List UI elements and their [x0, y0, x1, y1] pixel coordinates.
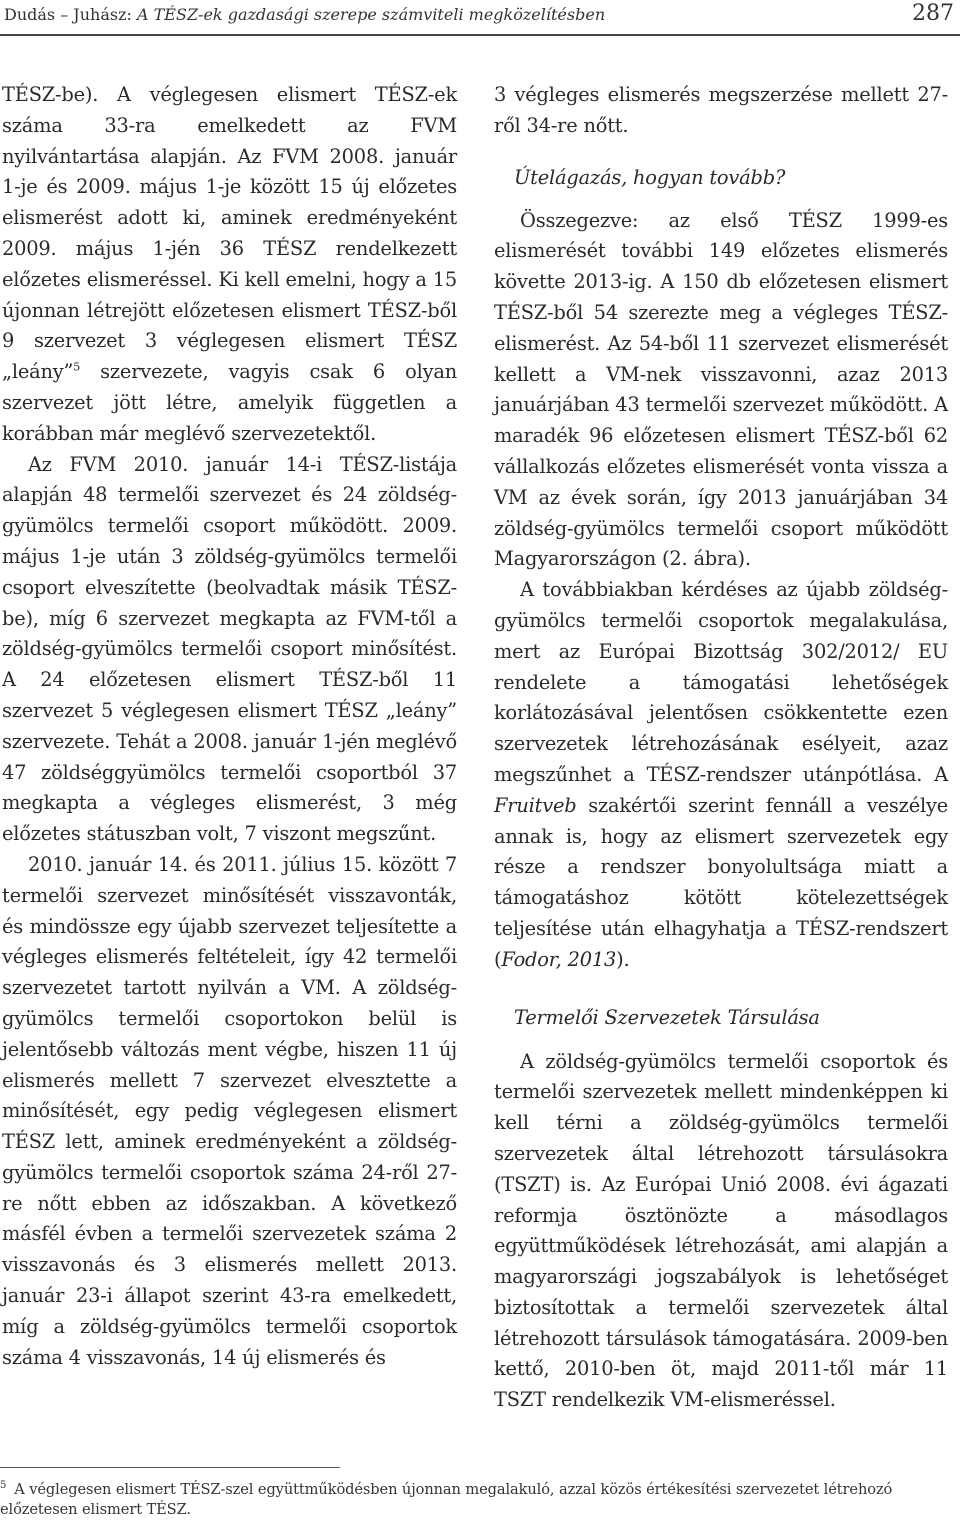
- paragraph-text: szakértői szerint fennáll a veszélye annak is, hogy az elismert szervezetek egy része a rendszer bonyolultsága miatt a támogatáshoz kötött kötelezettségek teljesítése után elhagyhatja a TÉSZ-rendszert (: [494, 793, 948, 971]
- paragraph: [2, 80, 457, 450]
- footnote-mark: 5: [0, 1480, 7, 1492]
- citation: Fodor, 2013: [501, 947, 617, 971]
- header-author: Dudás – Juhász:: [4, 5, 132, 24]
- paragraph: 2010. január 14. és 2011. július 15. között 7 termelői szervezet minősítését visszavonták, és mindössze egy újabb szervezet teljesítette a végleges elismerés feltételeit, így 42 termelői szervezetet tartott nyilván a VM. A zöldség-gyümölcs termelői csoportokon belül is jelentősebb változás ment végbe, hiszen 11 új elismerés mellett 7 szervezet elvesztette a minősítését, egy pedig véglegesen elismert TÉSZ lett, aminek eredményeként a zöldség-gyümölcs termelői csoportok száma 24-ről 27-re nőtt ebben az időszakban. A következő másfél évben a termelői szervezetek száma 2 visszavonás és 3 elismerés mellett 2013. január 23-i állapot szerint 43-ra emelkedett, míg a zöldség-gyümölcs termelői csoportok száma 4 visszavonás, 14 új elismerés és: [2, 852, 457, 1369]
- left-column: [2, 80, 457, 1373]
- footnote: [0, 1480, 958, 1520]
- right-column: [494, 80, 948, 1416]
- page-number: 287: [912, 1, 954, 26]
- paragraph: Az FVM 2010. január 14-i TÉSZ-listája alapján 48 termelői szervezet és 24 zöldség-gyümölcs termelői csoport működött. 2009. május 1-je után 3 zöldség-gyümölcs termelői csoport elveszítette (beolvadtak másik TÉSZ-be), míg 6 szervezet megkapta az FVM-től a zöldség-gyümölcs termelői csoport minősítést. A 24 előzetesen elismert TÉSZ-ből 11 szervezet 5 véglegesen elismert TÉSZ „leány” szervezete. Tehát a 2008. január 1-jén meglévő 47 zöldséggyümölcs termelői csoportból 37 megkapta a végleges elismerést, 3 még előzetes státuszban volt, 7 viszont megszűnt.: [2, 452, 457, 846]
- paragraph-text: TÉSZ-be). A véglegesen elismert TÉSZ-ek száma 33-ra emelkedett az FVM nyilvántartása alapján. Az FVM 2008. január 1-je és 2009. május 1-je között 15 új előzetes elismerést adott ki, aminek eredményeként 2009. május 1-jén 36 TÉSZ rendelkezett előzetes elismeréssel. Ki kell emelni, hogy a 15 újonnan létrejött előzetesen elismert TÉSZ-ből 9 szervezet 3 véglegesen elismert TÉSZ „leány”: [2, 83, 457, 384]
- section-heading: Termelői Szervezetek Társulása: [514, 1005, 820, 1029]
- footnote-text: A véglegesen elismert TÉSZ-szel együttműködésben újonnan megalakuló, azzal közös értékesítési szervezetet létrehozó előzetesen elismert TÉSZ.: [0, 1481, 893, 1518]
- header-article-title: A TÉSZ-ek gazdasági szerepe számviteli megközelítésben: [136, 5, 606, 24]
- paragraph: 3 végleges elismerés megszerzése mellett 27-ről 34-re nőtt.: [494, 83, 948, 137]
- paragraph: [494, 575, 948, 975]
- paragraph-text: A továbbiakban kérdéses az újabb zöldség-gyümölcs termelői csoportok megalakulása, mert az Európai Bizottság 302/2012/ EU rendelete a támogatási lehetőségek korlátozásával jelentősen csökkentette ezen szervezetek létrehozásának esélyeit, azaz megszűnhet a TÉSZ-rendszer utánpótlása. A: [494, 578, 948, 786]
- footnote-divider: [0, 1467, 340, 1468]
- emphasized-text: Fruitveb: [494, 793, 577, 817]
- paragraph-text: szervezete, vagyis csak 6 olyan szervezet jött létre, amelyik független a korábban már meglévő szervezetektől.: [2, 360, 457, 445]
- running-header-title: [4, 5, 605, 24]
- paragraph: Összegezve: az első TÉSZ 1999-es elismerését további 149 előzetes elismerés követte 2013-ig. A 150 db előzetesen elismert TÉSZ-ből 54 szerezte meg a végleges TÉSZ-elismerést. Az 54-ből 11 szervezet elismerését kellett a VM-nek visszavonni, azaz 2013 januárjában 43 termelői szervezet működött. A maradék 96 előzetesen elismert TÉSZ-ből 62 vállalkozás előzetes elismerését vonta vissza a VM az évek során, így 2013 januárjában 34 zöldség-gyümölcs termelői csoport működött Magyarországon (2. ábra).: [494, 208, 948, 571]
- running-header: [0, 0, 960, 36]
- footnote-reference[interactable]: 5: [73, 360, 81, 374]
- paragraph: A zöldség-gyümölcs termelői csoportok és termelői szervezetek mellett mindenképpen ki kell térni a zöldség-gyümölcs termelői szervezetek által létrehozott társulásokra (TSZT) is. Az Európai Unió 2008. évi ágazati reformja ösztönözte a másodlagos együttműködések létrehozását, ami alapján a magyarországi jogszabályok is lehetőséget biztosítottak a termelői szervezetek által létrehozott társulások támogatására. 2009-ben kettő, 2010-ben öt, majd 2011-től már 11 TSZT rendelkezik VM-elismeréssel.: [494, 1049, 948, 1412]
- section-heading: Útelágazás, hogyan tovább?: [514, 165, 786, 189]
- paragraph-text: ).: [616, 947, 630, 971]
